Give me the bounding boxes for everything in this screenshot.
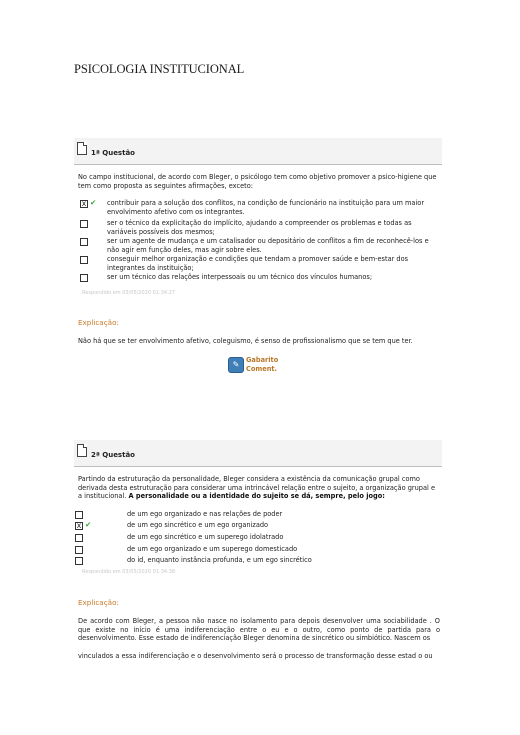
document-icon xyxy=(77,444,87,457)
document-icon xyxy=(77,142,87,155)
question-2-option-5[interactable] xyxy=(75,556,375,566)
question-1-option-2[interactable] xyxy=(80,219,442,235)
checkbox-icon[interactable] xyxy=(80,220,88,228)
option-text: ser o técnico da explicitação do implícito, ajudando a compreender os problemas e todas as variáveis possíveis dos mesmos; xyxy=(107,219,412,236)
option-text: do id, enquanto instância profunda, e um ego sincrético xyxy=(127,556,312,564)
explanation-label: Explicação: xyxy=(78,598,119,607)
question-2-option-2[interactable] xyxy=(75,521,375,531)
correct-check-icon: ✔ xyxy=(90,198,97,207)
question-1-header xyxy=(74,138,442,165)
question-1-option-3[interactable] xyxy=(80,237,442,253)
question-2-label: 2ª Questão xyxy=(91,451,135,459)
explanation-text: De acordo com Bleger, a pessoa não nasce no isolamento para depois desenvolver uma sociabilidade . O que existe no início é uma indiferenciação entre o eu e o outro, como ponto de partida para o desenvolvimento. Esse estado de indiferenciação Bleger denomina de sincrético ou simbiótico. Nascem os xyxy=(78,617,440,643)
question-2-option-4[interactable] xyxy=(75,545,375,555)
question-1-option-5[interactable] xyxy=(80,273,442,289)
checkbox-icon[interactable] xyxy=(75,546,83,554)
question-2-header xyxy=(74,440,442,467)
gabarito-label: Gabarito Coment. xyxy=(246,356,279,373)
gabarito-button[interactable] xyxy=(228,355,298,375)
option-text: ser um agente de mudança e um catalisador ou depositário de conflitos a fim de reconhecê-los e não agir em função deles, mas agir sobre eles. xyxy=(107,237,429,254)
answered-timestamp: Respondido em 03/05/2020 01:34:38 xyxy=(82,569,176,575)
option-text: conseguir melhor organização e condições que tendam a promover saúde e bem-estar dos integrantes da instituição; xyxy=(107,255,409,272)
page-title: PSICOLOGIA INSTITUCIONAL xyxy=(74,62,245,76)
option-text: de um ego organizado e nas relações de poder xyxy=(127,510,283,518)
checkbox-icon[interactable] xyxy=(75,534,83,542)
option-text: de um ego organizado e um superego domesticado xyxy=(127,545,298,553)
checkbox-icon[interactable]: X xyxy=(76,522,82,530)
question-2-stem: Partindo da estruturação da personalidade, Bleger considera a existência da comunicação grupal como derivada desta estruturação para considerar uma intrincável relação entre o sujeito, a organização grupal e a institucional. A personalidade ou a identidade do sujeito se dá, sempre, pelo jogo: xyxy=(78,475,436,501)
answered-timestamp: Respondido em 03/05/2020 01:34:27 xyxy=(82,290,176,296)
checkbox-icon[interactable] xyxy=(80,256,88,264)
option-text: de um ego sincrético e um superego idolatrado xyxy=(127,533,284,541)
checkbox-icon[interactable] xyxy=(80,274,88,282)
checkbox-icon[interactable]: X xyxy=(81,200,87,208)
question-1-label: 1ª Questão xyxy=(91,149,135,157)
option-text: de um ego sincrético e um ego organizado xyxy=(127,521,269,529)
question-1-option-1[interactable] xyxy=(80,199,442,215)
question-2-option-3[interactable] xyxy=(75,533,375,543)
checkbox-icon[interactable] xyxy=(75,511,83,519)
comment-icon: ✎ xyxy=(228,357,244,373)
option-text: ser um técnico das relações interpessoais ou um técnico dos vínculos humanos; xyxy=(107,273,373,281)
question-1-stem: No campo institucional, de acordo com Bleger, o psicólogo tem como objetivo promover a psico-higiene que tem como proposta as seguintes afirmações, exceto: xyxy=(78,173,437,190)
option-text: contribuir para a solução dos conflitos, na condição de funcionário na instituição para um maior envolvimento afetivo com os integrantes. xyxy=(107,199,425,216)
explanation-text: Não há que se ter envolvimento afetivo, coleguismo, é senso de profissionalismo que se tem que ter. xyxy=(78,337,413,345)
question-1-option-4[interactable] xyxy=(80,255,442,271)
correct-check-icon: ✔ xyxy=(85,520,92,529)
explanation-text-continued: vinculados a essa indiferenciação e o desenvolvimento será o processo de transformação desse estad o ou xyxy=(78,652,433,660)
checkbox-icon[interactable] xyxy=(75,557,83,565)
question-2-option-1[interactable] xyxy=(75,510,375,520)
checkbox-icon[interactable] xyxy=(80,238,88,246)
question-2-stem-bold: A personalidade ou a identidade do sujeito se dá, sempre, pelo jogo: xyxy=(128,492,385,501)
explanation-label: Explicação: xyxy=(78,318,119,327)
